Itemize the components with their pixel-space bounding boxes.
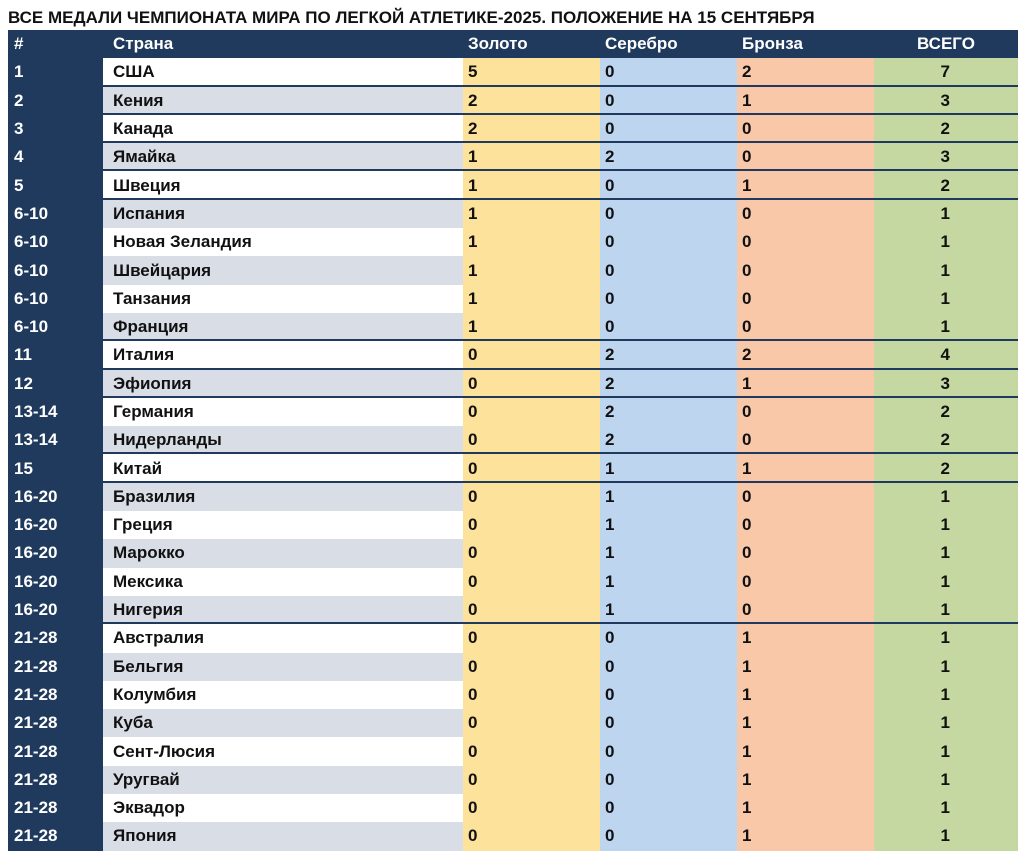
table-row <box>8 624 1018 652</box>
table-row <box>8 596 1018 624</box>
bronze-cell: 1 <box>737 624 874 652</box>
country-cell: Эквадор <box>103 794 463 822</box>
bronze-cell: 0 <box>737 228 874 256</box>
rank-cell: 21-28 <box>8 709 103 737</box>
country-cell: Китай <box>103 454 463 482</box>
bronze-cell: 0 <box>737 115 874 143</box>
total-cell: 3 <box>874 87 1018 115</box>
gold-cell: 0 <box>463 511 600 539</box>
bronze-cell: 2 <box>737 58 874 86</box>
table-row <box>8 87 1018 115</box>
country-cell: Ямайка <box>103 143 463 171</box>
country-cell: Новая Зеландия <box>103 228 463 256</box>
rank-cell: 2 <box>8 87 103 115</box>
rank-cell: 21-28 <box>8 681 103 709</box>
silver-cell: 0 <box>600 200 737 228</box>
table-row <box>8 822 1018 850</box>
gold-cell: 0 <box>463 822 600 850</box>
table-row <box>8 539 1018 567</box>
table-row <box>8 681 1018 709</box>
silver-cell: 0 <box>600 681 737 709</box>
bronze-cell: 2 <box>737 341 874 369</box>
rank-cell: 4 <box>8 143 103 171</box>
bronze-cell: 0 <box>737 511 874 539</box>
gold-cell: 5 <box>463 58 600 86</box>
bronze-cell: 1 <box>737 822 874 850</box>
total-cell: 7 <box>874 58 1018 86</box>
table-body <box>8 58 1018 850</box>
silver-cell: 1 <box>600 454 737 482</box>
gold-cell: 1 <box>463 228 600 256</box>
silver-cell: 0 <box>600 766 737 794</box>
country-cell: Эфиопия <box>103 370 463 398</box>
table-row <box>8 794 1018 822</box>
bronze-cell: 0 <box>737 200 874 228</box>
gold-cell: 0 <box>463 370 600 398</box>
gold-cell: 0 <box>463 568 600 596</box>
rank-cell: 21-28 <box>8 766 103 794</box>
silver-cell: 2 <box>600 398 737 426</box>
country-cell: Нидерланды <box>103 426 463 454</box>
total-cell: 1 <box>874 511 1018 539</box>
gold-cell: 0 <box>463 737 600 765</box>
total-cell: 1 <box>874 596 1018 624</box>
country-cell: Швеция <box>103 171 463 199</box>
gold-cell: 0 <box>463 709 600 737</box>
rank-cell: 21-28 <box>8 822 103 850</box>
total-cell: 3 <box>874 370 1018 398</box>
total-cell: 2 <box>874 171 1018 199</box>
header-rank: # <box>8 30 103 58</box>
bronze-cell: 1 <box>737 766 874 794</box>
table-row <box>8 737 1018 765</box>
country-cell: Испания <box>103 200 463 228</box>
gold-cell: 0 <box>463 681 600 709</box>
header-total: ВСЕГО <box>874 30 1018 58</box>
table-title: ВСЕ МЕДАЛИ ЧЕМПИОНАТА МИРА ПО ЛЕГКОЙ АТЛЕТИКЕ-2025. ПОЛОЖЕНИЕ НА 15 СЕНТЯБРЯ <box>8 8 815 27</box>
total-cell: 1 <box>874 568 1018 596</box>
silver-cell: 0 <box>600 285 737 313</box>
country-cell: Уругвай <box>103 766 463 794</box>
rank-cell: 16-20 <box>8 596 103 624</box>
silver-cell: 0 <box>600 228 737 256</box>
bronze-cell: 0 <box>737 285 874 313</box>
silver-cell: 0 <box>600 653 737 681</box>
silver-cell: 0 <box>600 171 737 199</box>
country-cell: Япония <box>103 822 463 850</box>
silver-cell: 0 <box>600 737 737 765</box>
bronze-cell: 1 <box>737 681 874 709</box>
rank-cell: 6-10 <box>8 256 103 284</box>
bronze-cell: 1 <box>737 737 874 765</box>
gold-cell: 1 <box>463 285 600 313</box>
rank-cell: 16-20 <box>8 539 103 567</box>
country-cell: Бельгия <box>103 653 463 681</box>
total-cell: 1 <box>874 200 1018 228</box>
silver-cell: 2 <box>600 143 737 171</box>
gold-cell: 1 <box>463 256 600 284</box>
gold-cell: 0 <box>463 596 600 624</box>
table-row <box>8 313 1018 341</box>
gold-cell: 0 <box>463 398 600 426</box>
bronze-cell: 1 <box>737 171 874 199</box>
silver-cell: 0 <box>600 256 737 284</box>
table-row <box>8 58 1018 86</box>
bronze-cell: 0 <box>737 539 874 567</box>
total-cell: 1 <box>874 313 1018 341</box>
bronze-cell: 0 <box>737 483 874 511</box>
total-cell: 1 <box>874 539 1018 567</box>
silver-cell: 2 <box>600 370 737 398</box>
country-cell: Колумбия <box>103 681 463 709</box>
rank-cell: 16-20 <box>8 511 103 539</box>
table-row <box>8 454 1018 482</box>
table-row <box>8 511 1018 539</box>
country-cell: США <box>103 58 463 86</box>
table-row <box>8 115 1018 143</box>
total-cell: 1 <box>874 709 1018 737</box>
table-row <box>8 398 1018 426</box>
country-cell: Швейцария <box>103 256 463 284</box>
table-row <box>8 766 1018 794</box>
silver-cell: 1 <box>600 596 737 624</box>
rank-cell: 15 <box>8 454 103 482</box>
bronze-cell: 0 <box>737 596 874 624</box>
table-row <box>8 256 1018 284</box>
total-cell: 1 <box>874 653 1018 681</box>
total-cell: 1 <box>874 285 1018 313</box>
table-row <box>8 200 1018 228</box>
country-cell: Франция <box>103 313 463 341</box>
table-row <box>8 483 1018 511</box>
table-row <box>8 370 1018 398</box>
silver-cell: 1 <box>600 483 737 511</box>
gold-cell: 2 <box>463 87 600 115</box>
gold-cell: 0 <box>463 624 600 652</box>
total-cell: 1 <box>874 681 1018 709</box>
gold-cell: 1 <box>463 171 600 199</box>
silver-cell: 0 <box>600 794 737 822</box>
gold-cell: 0 <box>463 483 600 511</box>
bronze-cell: 1 <box>737 370 874 398</box>
country-cell: Греция <box>103 511 463 539</box>
total-cell: 2 <box>874 426 1018 454</box>
bronze-cell: 0 <box>737 256 874 284</box>
header-silver: Серебро <box>600 30 737 58</box>
table-row <box>8 709 1018 737</box>
table-row <box>8 143 1018 171</box>
bronze-cell: 1 <box>737 709 874 737</box>
header-country: Страна <box>103 30 463 58</box>
table-header-row <box>8 30 1018 58</box>
silver-cell: 0 <box>600 822 737 850</box>
total-cell: 1 <box>874 766 1018 794</box>
rank-cell: 16-20 <box>8 568 103 596</box>
rank-cell: 11 <box>8 341 103 369</box>
silver-cell: 0 <box>600 709 737 737</box>
gold-cell: 0 <box>463 426 600 454</box>
rank-cell: 21-28 <box>8 794 103 822</box>
silver-cell: 0 <box>600 624 737 652</box>
bronze-cell: 1 <box>737 87 874 115</box>
rank-cell: 6-10 <box>8 313 103 341</box>
silver-cell: 0 <box>600 313 737 341</box>
total-cell: 3 <box>874 143 1018 171</box>
bronze-cell: 1 <box>737 653 874 681</box>
gold-cell: 0 <box>463 454 600 482</box>
table-row <box>8 228 1018 256</box>
rank-cell: 1 <box>8 58 103 86</box>
rank-cell: 13-14 <box>8 398 103 426</box>
rank-cell: 12 <box>8 370 103 398</box>
medal-table <box>8 30 1018 851</box>
bronze-cell: 0 <box>737 313 874 341</box>
table-row <box>8 426 1018 454</box>
total-cell: 2 <box>874 115 1018 143</box>
rank-cell: 21-28 <box>8 737 103 765</box>
rank-cell: 6-10 <box>8 285 103 313</box>
rank-cell: 13-14 <box>8 426 103 454</box>
silver-cell: 0 <box>600 115 737 143</box>
bronze-cell: 0 <box>737 568 874 596</box>
total-cell: 4 <box>874 341 1018 369</box>
country-cell: Кения <box>103 87 463 115</box>
silver-cell: 1 <box>600 511 737 539</box>
table-row <box>8 653 1018 681</box>
country-cell: Италия <box>103 341 463 369</box>
silver-cell: 0 <box>600 58 737 86</box>
header-gold: Золото <box>463 30 600 58</box>
gold-cell: 1 <box>463 200 600 228</box>
country-cell: Канада <box>103 115 463 143</box>
silver-cell: 1 <box>600 539 737 567</box>
country-cell: Куба <box>103 709 463 737</box>
rank-cell: 21-28 <box>8 624 103 652</box>
rank-cell: 21-28 <box>8 653 103 681</box>
table-row <box>8 341 1018 369</box>
gold-cell: 0 <box>463 794 600 822</box>
country-cell: Марокко <box>103 539 463 567</box>
bronze-cell: 0 <box>737 426 874 454</box>
country-cell: Нигерия <box>103 596 463 624</box>
rank-cell: 6-10 <box>8 200 103 228</box>
header-bronze: Бронза <box>737 30 874 58</box>
bronze-cell: 1 <box>737 454 874 482</box>
table-row <box>8 568 1018 596</box>
rank-cell: 16-20 <box>8 483 103 511</box>
rank-cell: 5 <box>8 171 103 199</box>
bronze-cell: 0 <box>737 398 874 426</box>
gold-cell: 0 <box>463 539 600 567</box>
gold-cell: 0 <box>463 653 600 681</box>
total-cell: 2 <box>874 454 1018 482</box>
total-cell: 1 <box>874 624 1018 652</box>
total-cell: 1 <box>874 256 1018 284</box>
gold-cell: 1 <box>463 143 600 171</box>
table-row <box>8 171 1018 199</box>
country-cell: Танзания <box>103 285 463 313</box>
total-cell: 1 <box>874 794 1018 822</box>
bronze-cell: 0 <box>737 143 874 171</box>
gold-cell: 0 <box>463 341 600 369</box>
bronze-cell: 1 <box>737 794 874 822</box>
country-cell: Мексика <box>103 568 463 596</box>
silver-cell: 2 <box>600 341 737 369</box>
country-cell: Германия <box>103 398 463 426</box>
country-cell: Бразилия <box>103 483 463 511</box>
total-cell: 1 <box>874 822 1018 850</box>
total-cell: 1 <box>874 483 1018 511</box>
table-row <box>8 285 1018 313</box>
total-cell: 1 <box>874 737 1018 765</box>
total-cell: 2 <box>874 398 1018 426</box>
rank-cell: 6-10 <box>8 228 103 256</box>
gold-cell: 2 <box>463 115 600 143</box>
silver-cell: 0 <box>600 87 737 115</box>
silver-cell: 2 <box>600 426 737 454</box>
gold-cell: 0 <box>463 766 600 794</box>
total-cell: 1 <box>874 228 1018 256</box>
silver-cell: 1 <box>600 568 737 596</box>
country-cell: Австралия <box>103 624 463 652</box>
country-cell: Сент-Люсия <box>103 737 463 765</box>
rank-cell: 3 <box>8 115 103 143</box>
gold-cell: 1 <box>463 313 600 341</box>
